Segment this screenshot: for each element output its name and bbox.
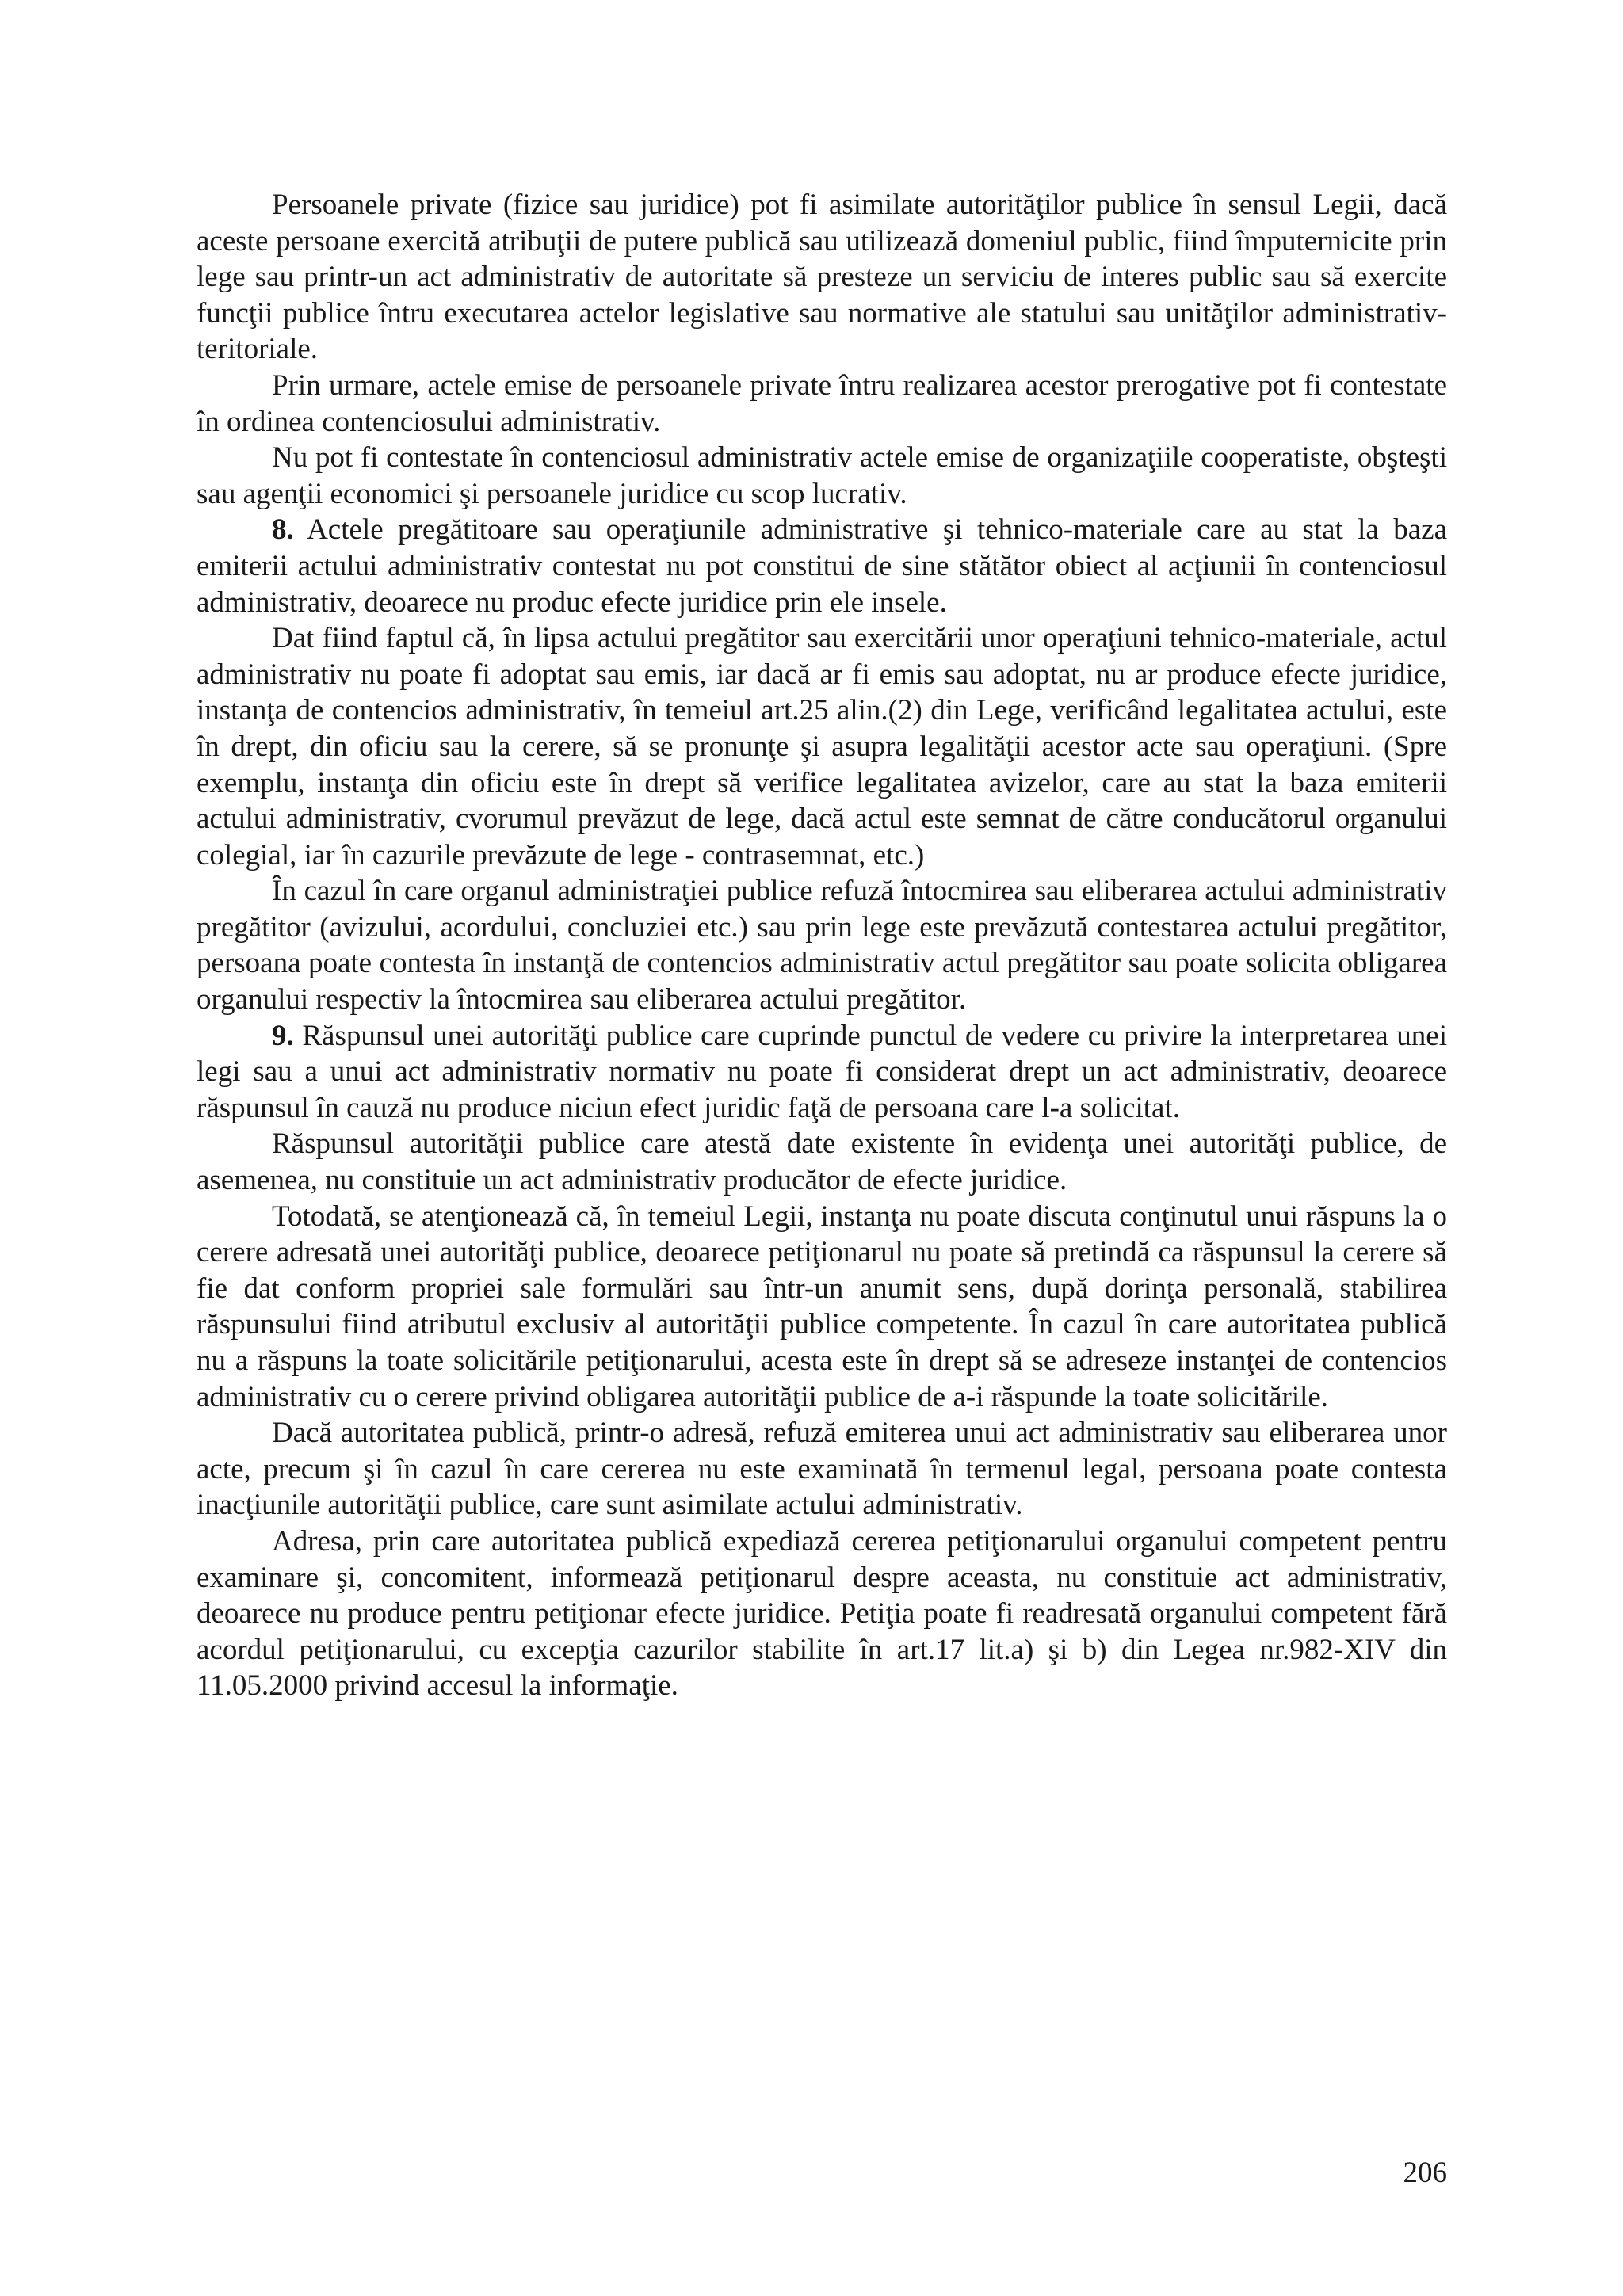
paragraph-10 — [197, 1415, 1447, 1524]
paragraph-4-text: Actele pregătitoare sau operaţiunile administrative şi tehnico-materiale care au stat la baza emiterii actului administrativ contestat nu pot constitui de sine stătător obiect al acţiunii în contenciosul administrativ, deoarece nu produc efecte juridice prin ele insele. — [197, 513, 1447, 619]
document-body — [197, 187, 1447, 1704]
paragraph-9 — [197, 1199, 1447, 1416]
paragraph-8-text: Răspunsul autorităţii publice care atestă date existente în evidenţa unei autorităţi publice, de asemenea, nu constituie un act administrativ producător de efecte juridice. — [197, 1127, 1447, 1197]
paragraph-10-text: Dacă autoritatea publică, printr-o adresă, refuză emiterea unui act administrativ sau eliberarea unor acte, precum şi în cazul în care cererea nu este examinată în termenul legal, persoana poate contesta inacţiunile autorităţii publice, care sunt asimilate actului administrativ. — [197, 1417, 1447, 1522]
paragraph-7-text: Răspunsul unei autorităţi publice care cuprinde punctul de vedere cu privire la interpretarea unei legi sau a unui act administrativ normativ nu poate fi considerat drept un act administrativ, deoarece răspunsul în cauză nu produce niciun efect juridic faţă de persoana care l-a solicitat. — [197, 1019, 1447, 1124]
paragraph-3-text: Nu pot fi contestate în contenciosul administrativ actele emise de organizaţiile cooperatiste, obşteşti sau agenţii economici şi persoanele juridice cu scop lucrativ. — [197, 441, 1447, 510]
paragraph-5-text: Dat fiind faptul că, în lipsa actului pregătitor sau exercitării unor operaţiuni tehnico-materiale, actul administrativ nu poate fi adoptat sau emis, iar dacă ar fi emis sau adoptat, nu ar produce efecte juridice, instanţa de contencios administrativ, în temeiul art.25 alin.(2) din Lege, verificând legalitatea actului, este în drept, din oficiu sau la cerere, să se pronunţe şi asupra legalităţii acestor acte sau operaţiuni. (Spre exemplu, instanţa din oficiu este în drept să verifice legalitatea avizelor, care au stat la baza emiterii actului administrativ, cvorumul prevăzut de lege, dacă actul este semnat de către conducătorul organului colegial, iar în cazurile prevăzute de lege - contrasemnat, etc.) — [197, 622, 1447, 871]
paragraph-2-text: Prin urmare, actele emise de persoanele private întru realizarea acestor prerogative pot fi contestate în ordinea contenciosului administrativ. — [197, 368, 1447, 438]
paragraph-2 — [197, 368, 1447, 440]
item-number-9: 9. — [272, 1019, 294, 1052]
paragraph-1-text: Persoanele private (fizice sau juridice) pot fi asimilate autorităţilor publice în sensul Legii, dacă aceste persoane exercită atribuţii de putere publică sau utilizează domeniul public, fiind împuternicite prin lege sau printr-un act administrativ de autoritate să presteze un serviciu de interes public sau să exercite funcţii publice întru executarea actelor legislative sau normative ale statului sau unităţilor administrativ-teritoriale. — [197, 189, 1447, 366]
paragraph-11 — [197, 1524, 1447, 1704]
paragraph-6 — [197, 873, 1447, 1017]
paragraph-5 — [197, 620, 1447, 873]
paragraph-8 — [197, 1126, 1447, 1198]
paragraph-9-text: Totodată, se atenţionează că, în temeiul Legii, instanţa nu poate discuta conţinutul unui răspuns la o cerere adresată unei autorităţi publice, deoarece petiţionarul nu poate să pretindă ca răspunsul la cerere să fie dat conform propriei sale formulări sau într-un anumit sens, după dorinţa personală, stabilirea răspunsului fiind atributul exclusiv al autorităţii publice competente. În cazul în care autoritatea publică nu a răspuns la toate solicitările petiţionarului, acesta este în drept să se adreseze instanţei de contencios administrativ cu o cerere privind obligarea autorităţii publice de a-i răspunde la toate solicitările. — [197, 1199, 1447, 1413]
paragraph-6-text: În cazul în care organul administraţiei publice refuză întocmirea sau eliberarea actului administrativ pregătitor (avizului, acordului, concluziei etc.) sau prin lege este prevăzută contestarea actului pregătitor, persoana poate contesta în instanţă de contencios administrativ actul pregătitor sau poate solicita obligarea organului respectiv la întocmirea sau eliberarea actului pregătitor. — [197, 875, 1447, 1016]
item-number-8: 8. — [272, 513, 294, 547]
paragraph-4 — [197, 512, 1447, 620]
paragraph-11-text: Adresa, prin care autoritatea publică expediază cererea petiţionarului organului competent pentru examinare şi, concomitent, informează petiţionarul despre aceasta, nu constituie act administrativ, deoarece nu produce pentru petiţionar efecte juridice. Petiţia poate fi readresată organului competent fără acordul petiţionarului, cu excepţia cazurilor stabilite în art.17 lit.a) şi b) din Legea nr.982-XIV din 11.05.2000 privind accesul la informaţie. — [197, 1524, 1447, 1703]
page-number: 206 — [1403, 2157, 1447, 2189]
paragraph-1 — [197, 187, 1447, 368]
paragraph-3 — [197, 440, 1447, 512]
paragraph-7 — [197, 1018, 1447, 1127]
